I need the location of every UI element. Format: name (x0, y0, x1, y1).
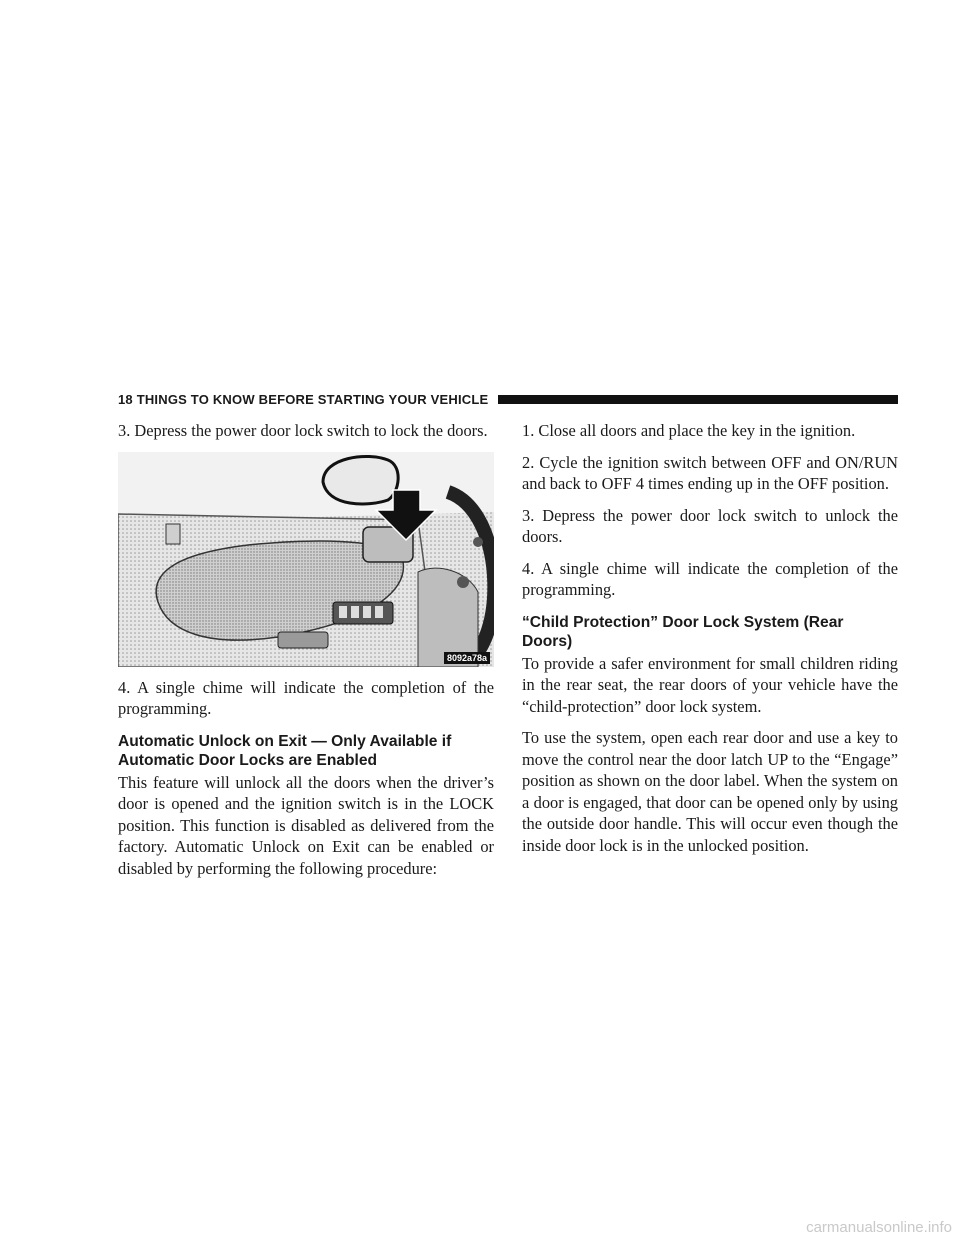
section-title: THINGS TO KNOW BEFORE STARTING YOUR VEHICLE (136, 391, 489, 407)
page-header (118, 391, 898, 407)
watermark: carmanualsonline.info (806, 1219, 952, 1236)
page-number: 18 (118, 391, 133, 407)
child-protection-para-1: To provide a safer environment for small children riding in the rear seat, the rear doors of your vehicle have the “child-protection” door lock system. (522, 653, 898, 716)
right-column (522, 420, 898, 866)
header-rule (498, 395, 898, 404)
right-step-2: 2. Cycle the ignition switch between OFF and ON/RUN and back to OFF 4 times ending up in the OFF position. (522, 452, 898, 493)
right-step-3: 3. Depress the power door lock switch to unlock the doors. (522, 505, 898, 546)
right-step-1: 1. Close all doors and place the key in the ignition. (522, 421, 856, 440)
figure-code: 8092a78a (444, 652, 490, 664)
left-step-3: 3. Depress the power door lock switch to lock the doors. (118, 421, 488, 440)
auto-unlock-heading: Automatic Unlock on Exit — Only Available if Automatic Door Locks are Enabled (118, 732, 452, 769)
page-header-text (118, 392, 488, 407)
child-protection-heading: “Child Protection” Door Lock System (Rear Doors) (522, 613, 844, 650)
left-step-4: 4. A single chime will indicate the completion of the programming. (118, 677, 494, 718)
right-step-4: 4. A single chime will indicate the completion of the programming. (522, 558, 898, 599)
child-protection-para-2: To use the system, open each rear door and use a key to move the control near the door latch UP to the “Engage” position as shown on the door label. When the system on a door is engaged, that door can be opened only by using the outside door handle. This will occur even though the inside door lock is in the unlocked position. (522, 728, 898, 855)
auto-unlock-body: This feature will unlock all the doors when the driver’s door is opened and the ignition switch is in the LOCK position. This function is disabled as delivered from the factory. Automatic Unlock on Exit can be enabled or disabled by performing the following procedure: (118, 772, 494, 878)
left-column (118, 420, 494, 889)
door-panel-drawing (118, 452, 494, 667)
door-panel-illustration (118, 452, 494, 667)
